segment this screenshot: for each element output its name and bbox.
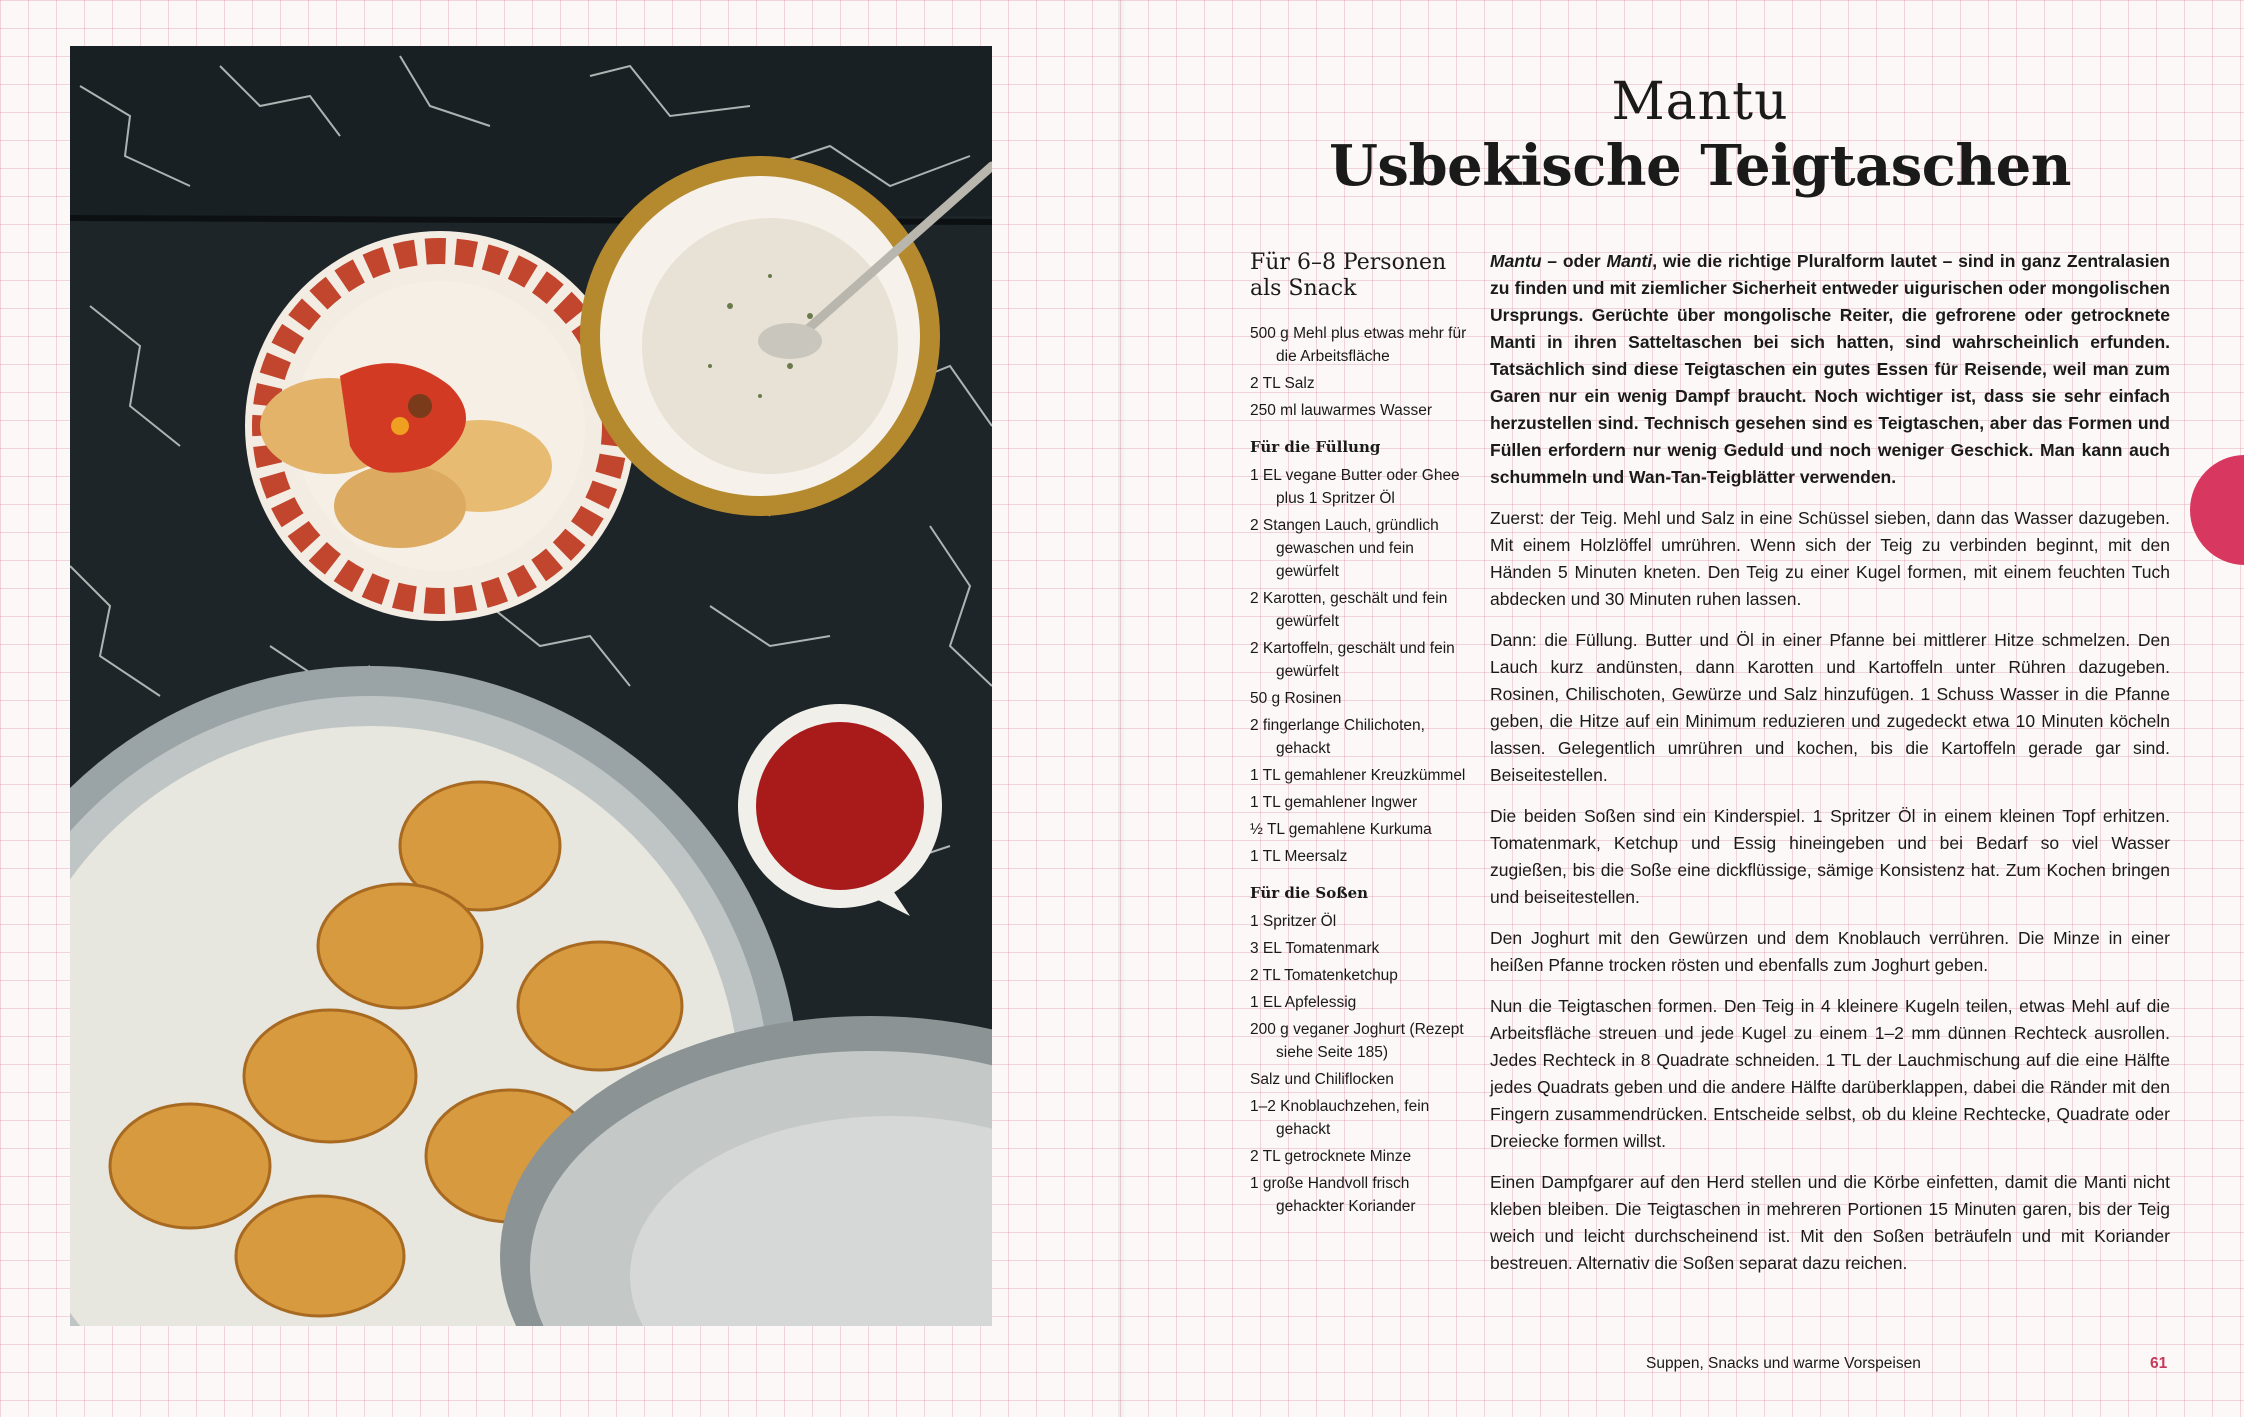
chapter-tab-marker [2190, 455, 2244, 565]
intro-word-mantu: Mantu [1490, 251, 1542, 271]
ingredient-item: 1 Spritzer Öl [1250, 913, 1337, 930]
footer-section-label: Suppen, Snacks und warme Vorspeisen [1646, 1355, 1921, 1372]
food-photo-illustration [70, 46, 992, 1326]
ingredient-item: 1 TL gemahlener Ingwer [1250, 794, 1418, 811]
ingredient-item: 200 g veganer Joghurt (Rezept siehe Seite 185) [1250, 1021, 1464, 1061]
ingredient-item: 2 fingerlange Chilichoten, gehackt [1250, 717, 1425, 757]
ingredient-item: 50 g Rosinen [1250, 690, 1342, 707]
ingredient-item: 3 EL Tomatenmark [1250, 940, 1380, 957]
food-photo [70, 46, 992, 1326]
page-number: 61 [2150, 1355, 2168, 1372]
page-gutter [1118, 0, 1126, 1417]
ingredient-item: 2 Kartoffeln, geschält und fein gewürfelt [1250, 640, 1455, 680]
ingredient-item: Salz und Chiliflocken [1250, 1071, 1394, 1088]
ingredient-item: 1 TL gemahlener Kreuzkümmel [1250, 767, 1466, 784]
ingredient-item: 1 EL vegane Butter oder Ghee plus 1 Spritzer Öl [1250, 467, 1460, 507]
recipe-title-large: Usbekische Teigtaschen [1329, 133, 2071, 199]
ingredient-item: 2 Stangen Lauch, gründlich gewaschen und fein gewürfelt [1250, 517, 1439, 580]
recipe-title [1300, 70, 2100, 198]
method-step: Den Joghurt mit den Gewürzen und dem Knoblauch verrühren. Die Minze in einer heißen Pfanne trocken rösten und ebenfalls zum Joghurt geben. [1490, 928, 2170, 975]
method-step: Nun die Teigtaschen formen. Den Teig in 4 kleinere Kugeln teilen, etwas Mehl auf die Arbeitsfläche streuen und jede Kugel zu einem 1–2 mm dünnen Rechteck ausrollen. Jedes Rechteck in 8 Quadrate schneiden. 1 TL der Lauchmischung auf die eine Hälfte jedes Quadrats geben und die andere Hälfte darüberklappen, dabei die Ränder mit den Fingern zusammendrücken. Entscheide selbst, ob du kleine Rechtecke, Quadrate oder Dreiecke formen willst. [1490, 996, 2170, 1151]
ingredient-item: 250 ml lauwarmes Wasser [1250, 402, 1433, 419]
method-step: Dann: die Füllung. Butter und Öl in einer Pfanne bei mittlerer Hitze schmelzen. Den Lauch kurz andünsten, dann Karotten und Kartoffeln unter Rühren dazugeben. Rosinen, Chilischoten, Gewürze und Salz hinzufügen. 1 Schuss Wasser in die Pfanne geben, die Hitze auf ein Minimum reduzieren und zugedeckt etwa 10 Minuten köcheln lassen. Gelegentlich umrühren und kochen, bis die Kartoffeln gerade gar sind. Beiseitestellen. [1490, 630, 2170, 785]
sauces-heading: Für die Soßen [1250, 884, 1369, 902]
method-step: Einen Dampfgarer auf den Herd stellen und die Körbe einfetten, damit die Manti nicht kleben bleiben. Die Teigtaschen in mehreren Portionen 15 Minuten garen, bis der Teig weich und leicht durchscheinend ist. Mit den Soßen beträufeln und mit Koriander bestreuen. Alternativ die Soßen separat dazu reichen. [1490, 1172, 2170, 1273]
intro-paragraph [1490, 248, 2170, 491]
filling-heading: Für die Füllung [1250, 438, 1381, 456]
intro-text: , wie die richtige Pluralform lautet – sind in ganz Zentralasien zu finden und mit ziemlicher Sicherheit entweder uigurischen oder mongolischen Ursprungs. Gerüchte über mongolische Reiter, die gefrorene oder getrocknete Manti in ihren Satteltaschen bei sich hatten, sind wahrscheinlich erfunden. Tatsächlich sind diese Teigtaschen ein gutes Essen für Reisende, weil man zum Garen nur ein wenig Dampf braucht. Noch wichtiger ist, dass sie sehr einfach herzustellen sind. Technisch gesehen sind es Teigtaschen, aber das Formen und Füllen erfordern nur wenig Geduld und noch weniger Geschick. Man kann auch schummeln und Wan-Tan-Teigblätter verwenden. [1490, 251, 2170, 487]
method-step: Zuerst: der Teig. Mehl und Salz in eine Schüssel sieben, dann das Wasser dazugeben. Mit einem Holzlöffel umrühren. Wenn sich der Teig zu verbinden beginnt, mit den Händen 5 Minuten kneten. Den Teig zu einer Kugel formen, mit einem feuchten Tuch abdecken und 30 Minuten ruhen lassen. [1490, 508, 2170, 609]
servings: Für 6–8 Personen als Snack [1250, 250, 1447, 301]
ingredient-item: 1 große Handvoll frisch gehackter Koriander [1250, 1175, 1416, 1215]
ingredient-item: 1 TL Meersalz [1250, 848, 1348, 865]
recipe-body [1490, 248, 2170, 1291]
ingredient-item: ½ TL gemahlene Kurkuma [1250, 821, 1432, 838]
ingredient-item: 500 g Mehl plus etwas mehr für die Arbeitsfläche [1250, 325, 1467, 365]
ingredient-item: 2 TL getrocknete Minze [1250, 1148, 1412, 1165]
method-step: Die beiden Soßen sind ein Kinderspiel. 1 Spritzer Öl in einem kleinen Topf erhitzen. Tomatenmark, Ketchup und Essig hineingeben und bei Bedarf so viel Wasser zugießen, bis die Soße eine dickflüssige, sämige Konsistenz hat. Zum Kochen bringen und beiseitestellen. [1490, 806, 2170, 907]
intro-word-manti: Manti [1606, 251, 1653, 271]
ingredient-item: 1–2 Knoblauchzehen, fein gehackt [1250, 1098, 1430, 1138]
intro-text: – oder [1541, 251, 1607, 271]
recipe-title-small: Mantu [1611, 72, 1789, 132]
ingredient-item: 1 EL Apfelessig [1250, 994, 1357, 1011]
ingredient-item: 2 TL Tomatenketchup [1250, 967, 1398, 984]
ingredient-item: 2 Karotten, geschält und fein gewürfelt [1250, 590, 1448, 630]
ingredient-item: 2 TL Salz [1250, 375, 1315, 392]
ingredient-list [1250, 250, 1480, 1222]
